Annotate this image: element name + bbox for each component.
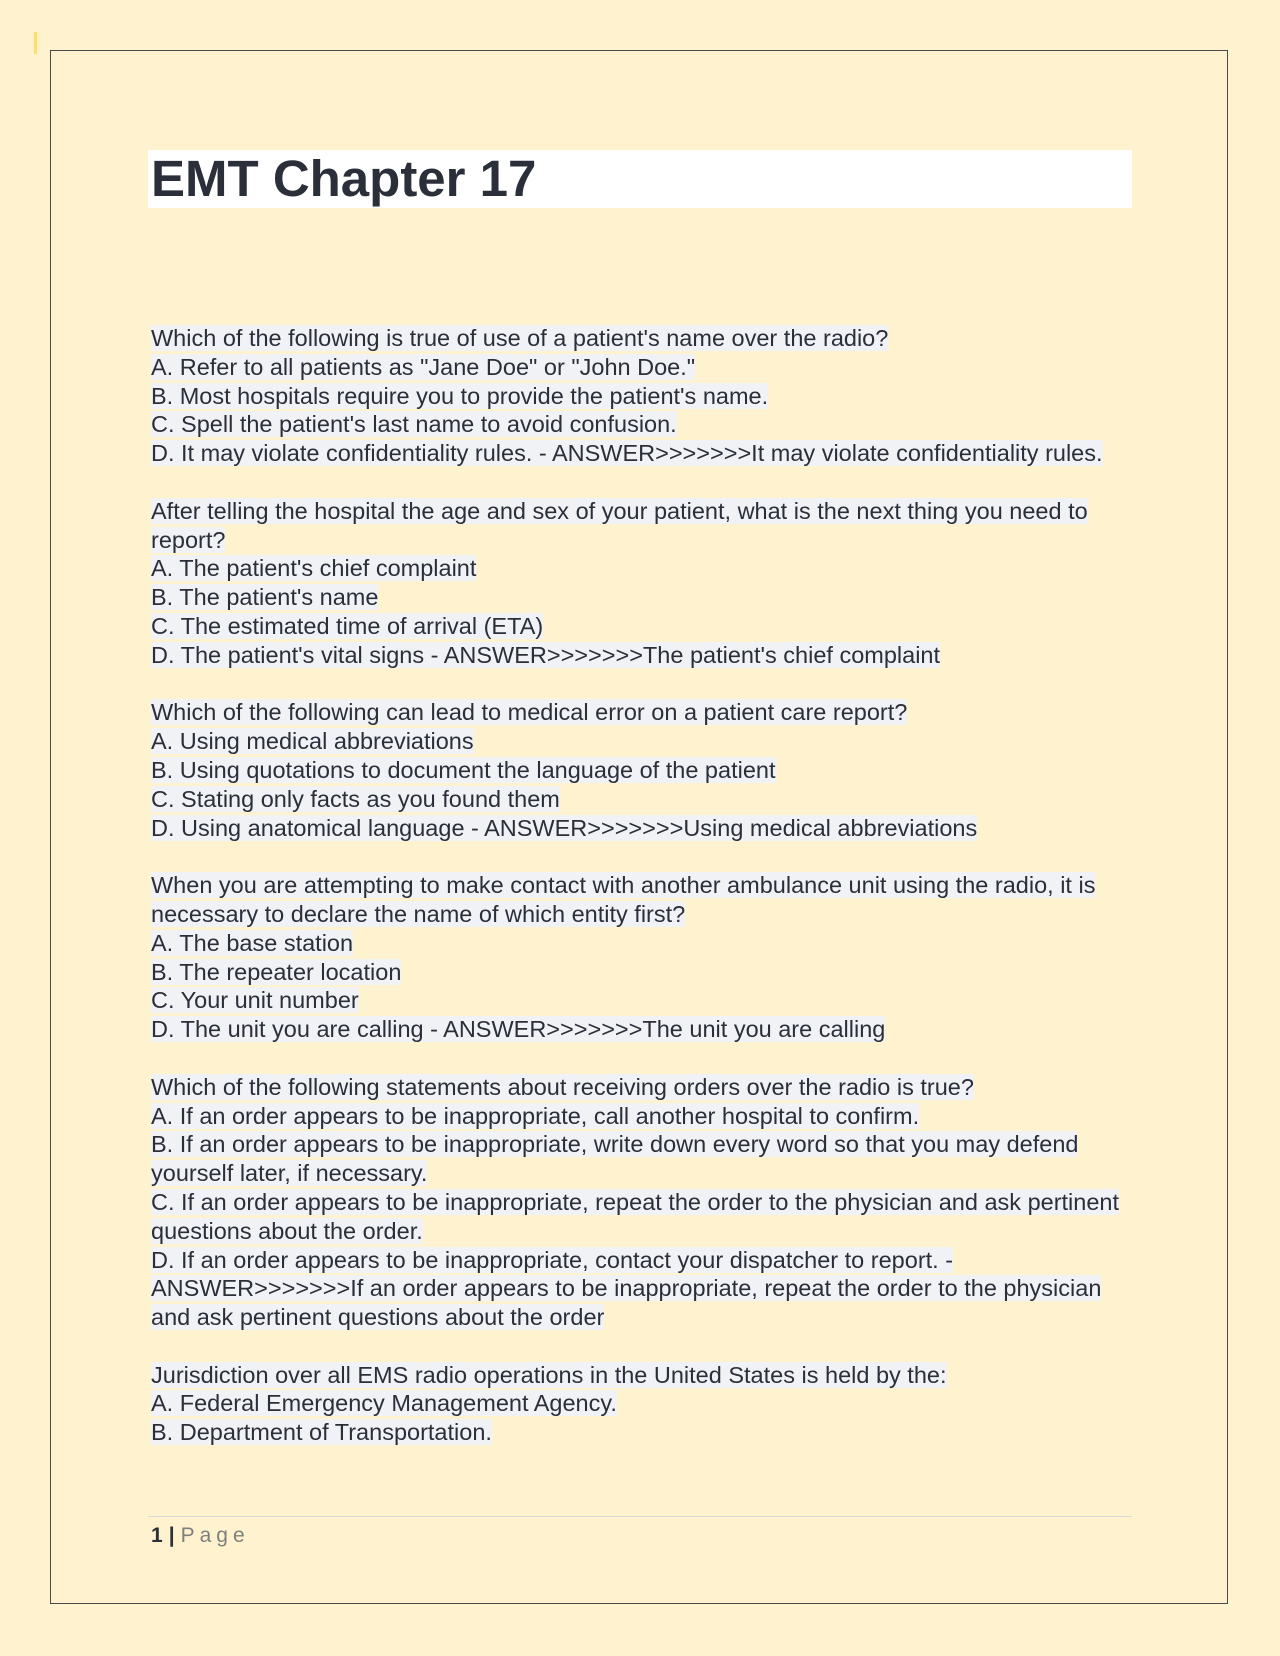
page-label: Page	[180, 1524, 250, 1547]
answer-option-a: A. The patient's chief complaint	[151, 555, 477, 582]
question-block-1	[151, 324, 1135, 468]
highlight-marker	[34, 32, 37, 54]
answer-option-d: D. The patient's vital signs - ANSWER>>>>>>>The patient's chief complaint	[151, 641, 941, 668]
answer-option-a: A. The base station	[151, 929, 354, 956]
page-number: 1	[151, 1524, 163, 1547]
answer-option-a: A. Federal Emergency Management Agency.	[151, 1390, 617, 1417]
footer-divider	[148, 1516, 1132, 1517]
question-block-5	[151, 1073, 1135, 1332]
answer-option-b: B. Most hospitals require you to provide the patient's name.	[151, 382, 769, 409]
question-block-2	[151, 497, 1135, 670]
answer-option-c: C. Spell the patient's last name to avoid confusion.	[151, 411, 677, 438]
answer-option-a: A. Using medical abbreviations	[151, 728, 474, 755]
document-body	[151, 324, 1135, 1476]
answer-option-c: C. Stating only facts as you found them	[151, 785, 560, 812]
answer-option-b: B. Department of Transportation.	[151, 1419, 492, 1446]
page-footer	[151, 1522, 250, 1550]
page-separator: |	[168, 1524, 175, 1547]
answer-option-b: B. The repeater location	[151, 958, 402, 985]
answer-option-b: B. The patient's name	[151, 584, 379, 611]
answer-option-d: D. The unit you are calling - ANSWER>>>>>>>The unit you are calling	[151, 1016, 886, 1043]
answer-option-b: B. Using quotations to document the language of the patient	[151, 756, 776, 783]
question-block-3	[151, 698, 1135, 842]
question-text: Which of the following is true of use of a patient's name over the radio?	[151, 325, 889, 351]
question-text: Which of the following can lead to medical error on a patient care report?	[151, 699, 908, 726]
question-text: Jurisdiction over all EMS radio operations in the United States is held by the:	[151, 1361, 947, 1388]
question-block-6	[151, 1361, 1135, 1447]
answer-option-a: A. Refer to all patients as "Jane Doe" or "John Doe."	[151, 353, 696, 380]
question-text: When you are attempting to make contact with another ambulance unit using the radio, it is necessary to declare the name of which entity first?	[151, 872, 1096, 927]
question-text: After telling the hospital the age and sex of your patient, what is the next thing you need to report?	[151, 497, 1088, 553]
question-text: Which of the following statements about receiving orders over the radio is true?	[151, 1073, 974, 1100]
question-block-4	[151, 871, 1135, 1044]
answer-option-a: A. If an order appears to be inappropriate, call another hospital to confirm.	[151, 1102, 920, 1129]
answer-option-d: D. It may violate confidentiality rules. - ANSWER>>>>>>>It may violate confidentiality rules.	[151, 440, 1103, 467]
document-title: EMT Chapter 17	[151, 150, 537, 207]
answer-option-d: D. Using anatomical language - ANSWER>>>>>>>Using medical abbreviations	[151, 814, 978, 841]
answer-option-d: D. If an order appears to be inappropriate, contact your dispatcher to report. - ANSWER>>>>>>>If an order appears to be inappropriate, repeat the order to the physician and ask pertinent questions about the order	[151, 1246, 1102, 1331]
answer-option-b: B. If an order appears to be inappropriate, write down every word so that you may defend yourself later, if necessary.	[151, 1131, 1079, 1187]
answer-option-c: C. If an order appears to be inappropriate, repeat the order to the physician and ask pertinent questions about the order.	[151, 1188, 1120, 1244]
answer-option-c: C. The estimated time of arrival (ETA)	[151, 612, 544, 639]
answer-option-c: C. Your unit number	[151, 987, 359, 1014]
